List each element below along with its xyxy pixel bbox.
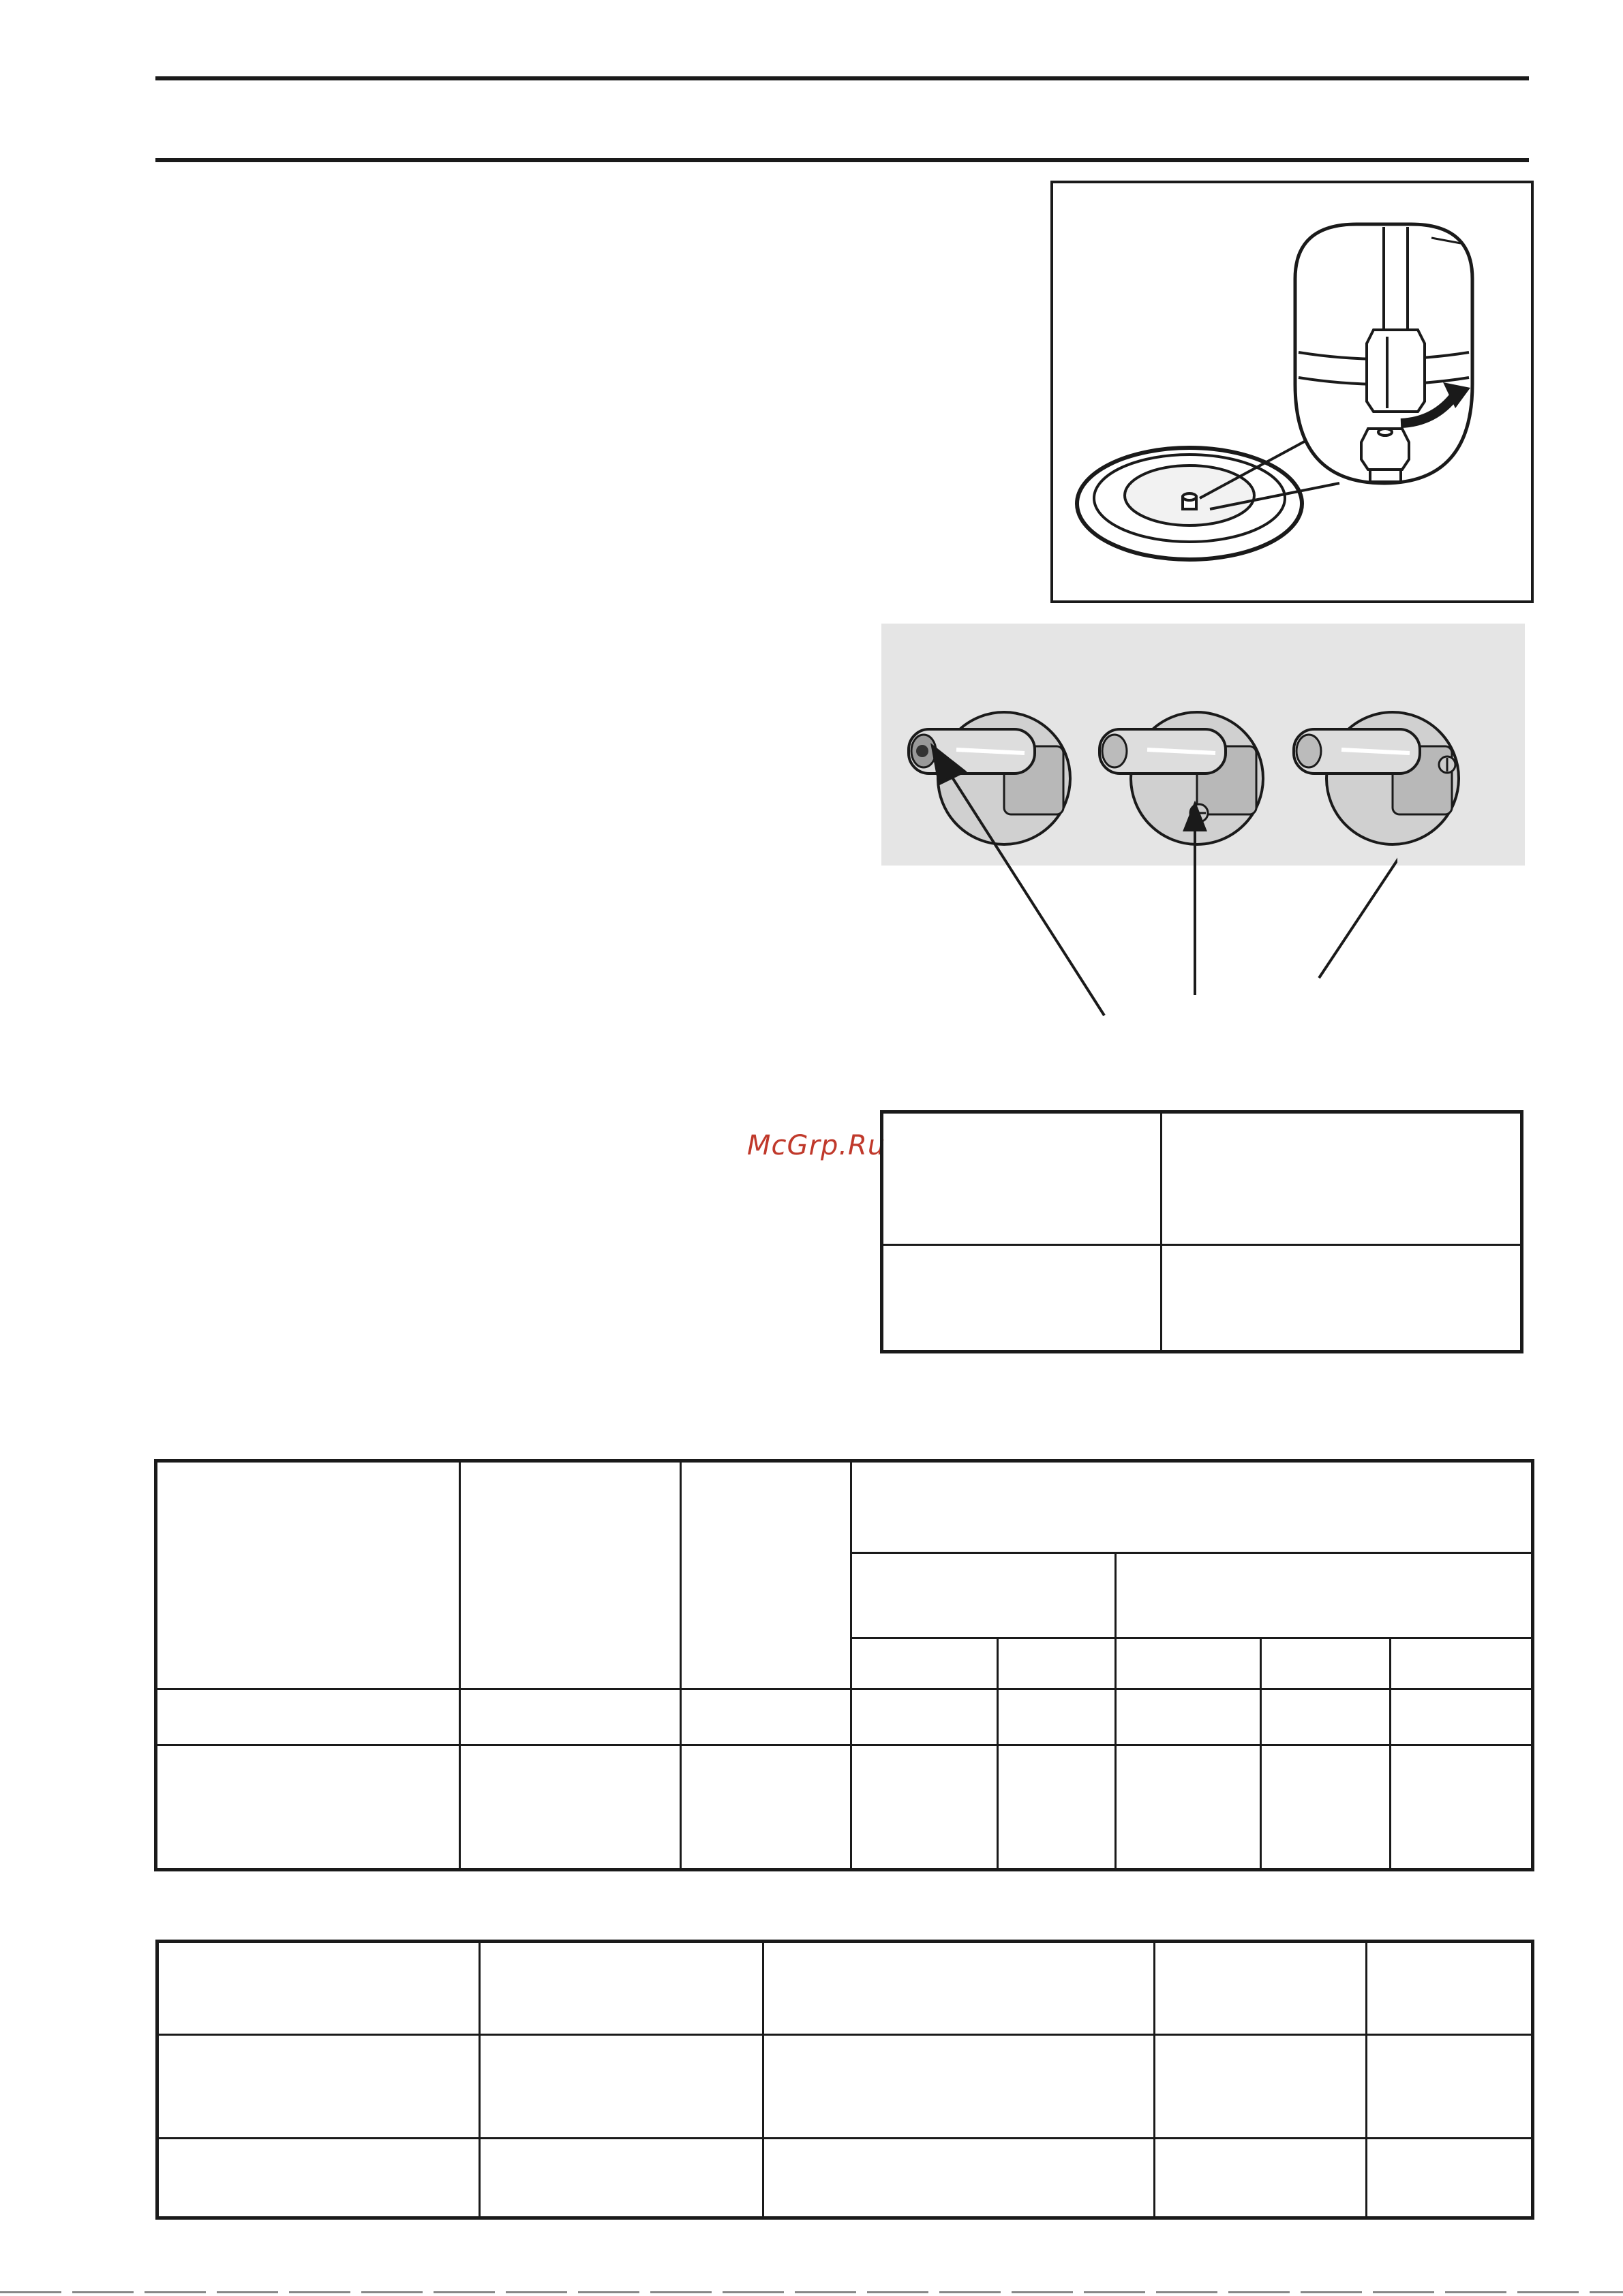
- table-cell: [1162, 1245, 1522, 1352]
- watermark: McGrp.Ru: [747, 1130, 886, 1161]
- table-cell: [1391, 1745, 1533, 1870]
- table-header-cell: [851, 1461, 1533, 1553]
- table-cell: [681, 1745, 851, 1870]
- page-footer-line: [0, 2291, 1623, 2293]
- table-cell: [156, 1689, 460, 1745]
- table-cell: [851, 1745, 998, 1870]
- table-header-cell: [157, 1942, 480, 2035]
- table-header-cell: [1116, 1553, 1533, 1638]
- table-cell: [460, 1745, 681, 1870]
- table-cell: [882, 1112, 1162, 1245]
- table-header-cell: [1116, 1638, 1261, 1689]
- table-header-cell: [480, 1942, 763, 2035]
- table-header-cell: [681, 1461, 851, 1689]
- table-cell: [998, 1745, 1116, 1870]
- table-row: [882, 1245, 1522, 1352]
- table-cell: [1261, 1745, 1391, 1870]
- table-row: [156, 1745, 1533, 1870]
- table-cell: [681, 1689, 851, 1745]
- table-cell: [156, 1745, 460, 1870]
- table-header-cell: [1391, 1638, 1533, 1689]
- tap-legend-table: [880, 1110, 1523, 1353]
- table-row: [156, 1689, 1533, 1745]
- table-header-cell: [851, 1638, 998, 1689]
- table-row: [157, 1942, 1533, 2035]
- table-cell: [1367, 2139, 1533, 2218]
- table-cell: [1261, 1689, 1391, 1745]
- table-row: [157, 2035, 1533, 2139]
- table-cell: [480, 2139, 763, 2218]
- burner-nozzle-figure: [1050, 181, 1534, 603]
- table-header-cell: [156, 1461, 460, 1689]
- table-cell: [1116, 1745, 1261, 1870]
- header-rule-top: [155, 76, 1529, 80]
- table-header-cell: [1261, 1638, 1391, 1689]
- table-row: [882, 1112, 1522, 1245]
- table-cell: [763, 2139, 1155, 2218]
- table-cell: [998, 1689, 1116, 1745]
- burner-data-table: [154, 1459, 1534, 1871]
- table-cell: [1367, 2035, 1533, 2139]
- table-cell: [157, 2035, 480, 2139]
- table-row: [156, 1461, 1533, 1553]
- burner-nozzle-wrench-icon: [1053, 183, 1531, 600]
- table-header-cell: [460, 1461, 681, 1689]
- table-cell: [157, 2139, 480, 2218]
- table-cell: [1162, 1112, 1522, 1245]
- gas-data-table: [155, 1940, 1534, 2220]
- table-row: [157, 2139, 1533, 2218]
- table-cell: [480, 2035, 763, 2139]
- table-header-cell: [998, 1638, 1116, 1689]
- table-header-cell: [763, 1942, 1155, 2035]
- table-cell: [1391, 1689, 1533, 1745]
- table-cell: [882, 1245, 1162, 1352]
- table-header-cell: [1155, 1942, 1367, 2035]
- table-cell: [851, 1689, 998, 1745]
- header-rule-bottom: [155, 158, 1529, 162]
- tap-pointer-arrows: [879, 722, 1397, 1022]
- table-cell: [1155, 2035, 1367, 2139]
- table-cell: [1116, 1689, 1261, 1745]
- table-cell: [460, 1689, 681, 1745]
- table-cell: [1155, 2139, 1367, 2218]
- table-cell: [763, 2035, 1155, 2139]
- table-header-cell: [1367, 1942, 1533, 2035]
- table-header-cell: [851, 1553, 1116, 1638]
